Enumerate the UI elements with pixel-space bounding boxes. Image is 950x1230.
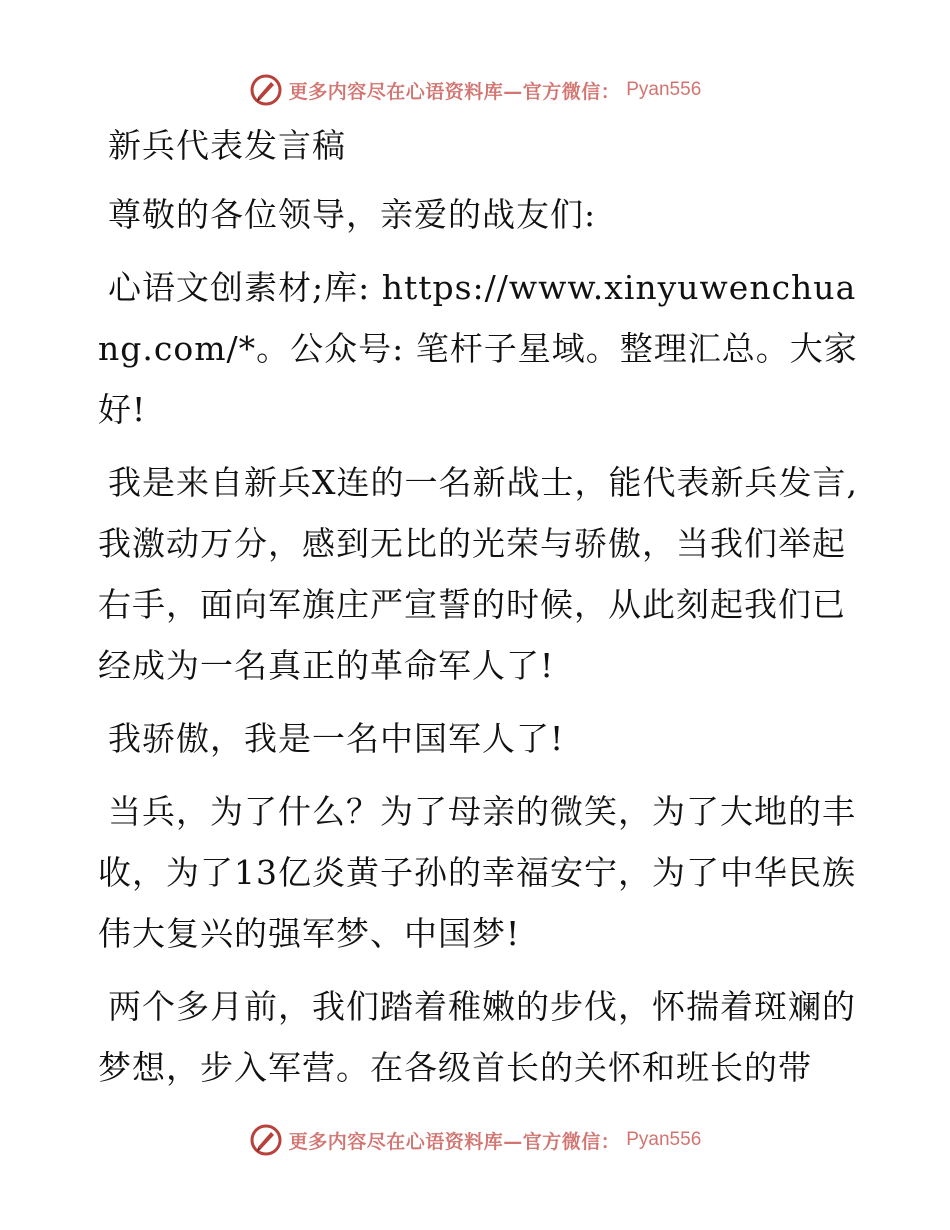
paragraph: 尊敬的各位领导，亲爱的战友们: bbox=[108, 195, 597, 234]
document-body bbox=[98, 115, 858, 1110]
quill-logo-icon bbox=[249, 73, 283, 107]
paragraph: 心语文创素材;库: https://www.xinyuwenchuang.com/*。公众号: 笔杆子星域。整理汇总。大家好! bbox=[98, 268, 858, 429]
banner-text: 更多内容尽在心语资料库—官方微信： bbox=[288, 80, 621, 103]
document-title: 新兵代表发言稿 bbox=[108, 126, 346, 165]
paragraph: 我骄傲，我是一名中国军人了! bbox=[108, 719, 565, 758]
quill-logo-icon bbox=[249, 1123, 283, 1157]
paragraph: 当兵，为了什么？为了母亲的微笑，为了大地的丰收，为了13亿炎黄子孙的幸福安宁，为了中华民族伟大复兴的强军梦、中国梦! bbox=[98, 792, 856, 953]
paragraph: 两个多月前，我们踏着稚嫩的步伐，怀揣着斑斓的梦想，步入军营。在各级首长的关怀和班长的带 bbox=[98, 987, 856, 1087]
banner-wechat-id: Pyan556 bbox=[626, 79, 702, 100]
paragraph: 我是来自新兵X连的一名新战士，能代表新兵发言,我激动万分，感到无比的光荣与骄傲，当我们举起右手，面向军旗庄严宣誓的时候，从此刻起我们已经成为一名真正的革命军人了! bbox=[98, 463, 858, 685]
banner-wechat-id: Pyan556 bbox=[626, 1129, 702, 1150]
banner-text: 更多内容尽在心语资料库—官方微信： bbox=[288, 1130, 621, 1153]
header-watermark-banner bbox=[0, 70, 950, 110]
footer-watermark-banner bbox=[0, 1120, 950, 1160]
